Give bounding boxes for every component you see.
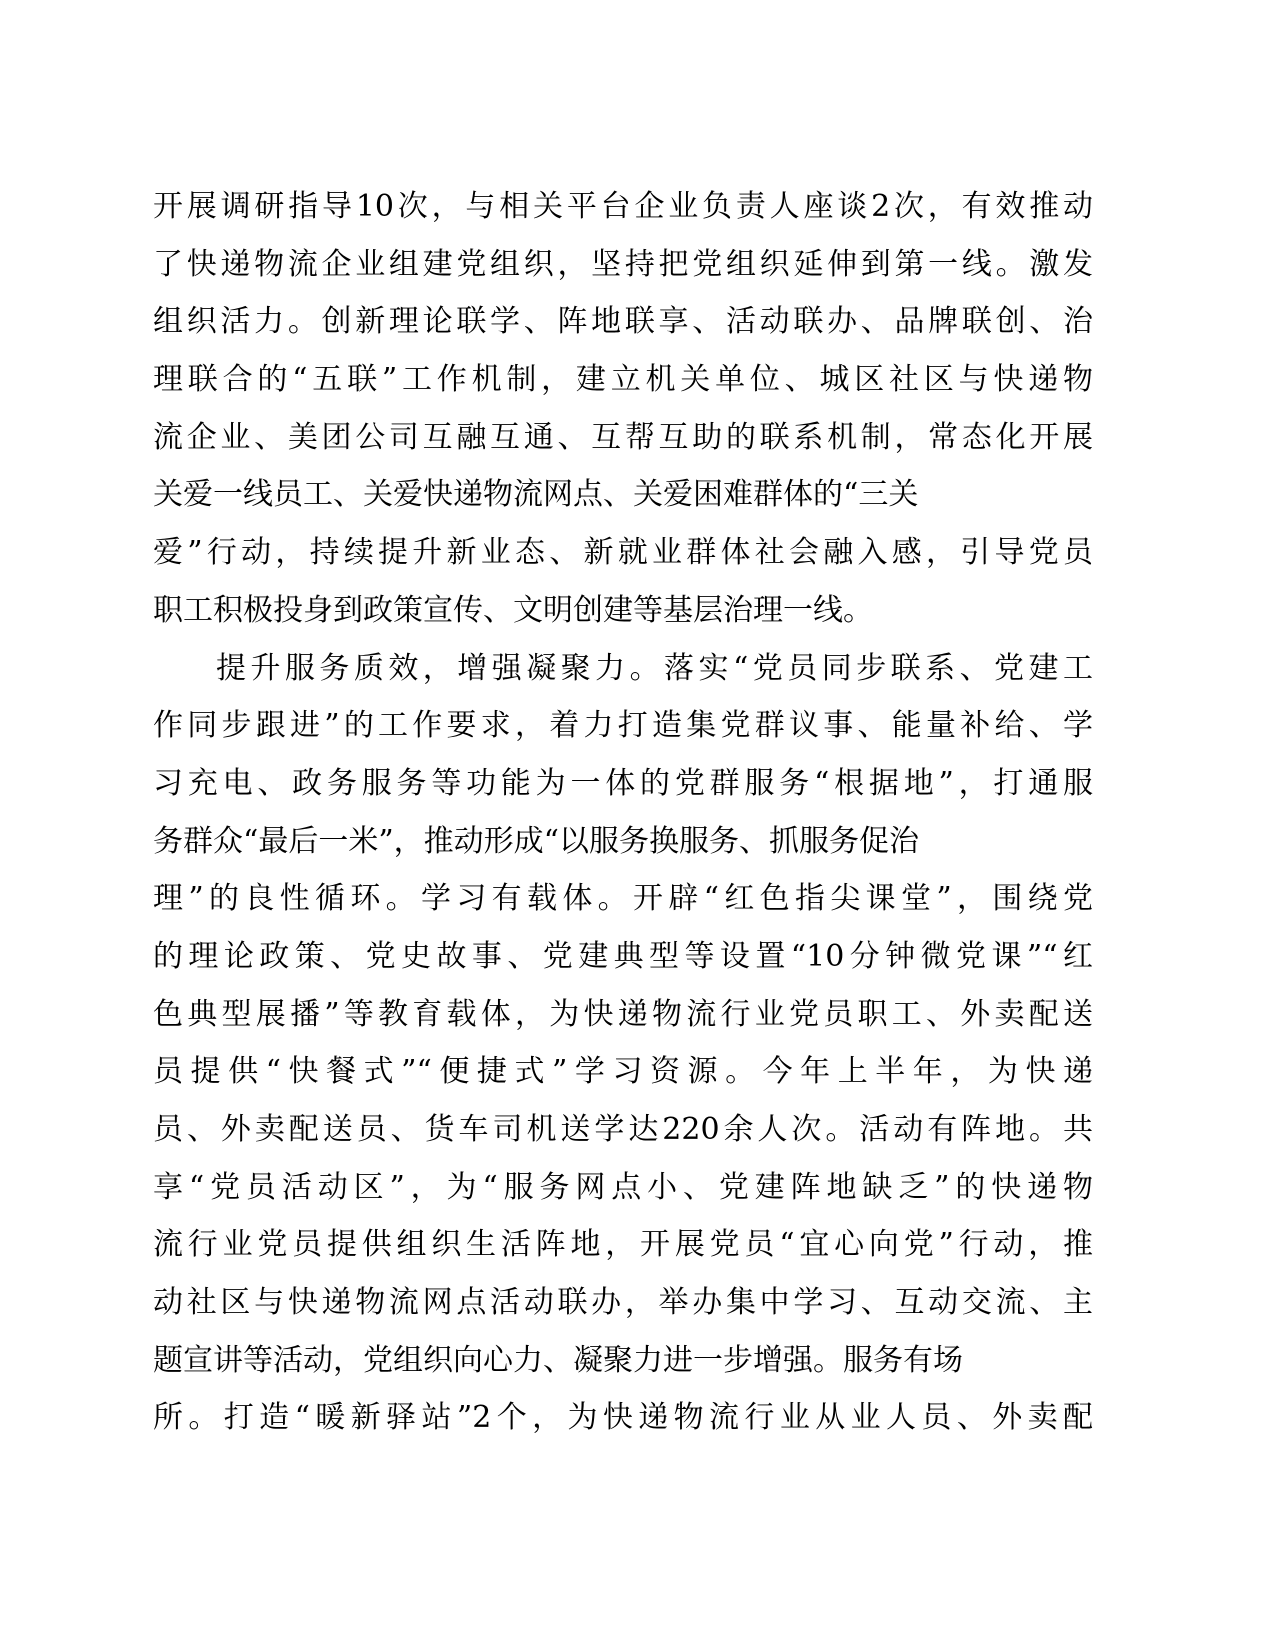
text-line: 开展调研指导10次，与相关平台企业负责人座谈2次，有效推动 xyxy=(153,189,1093,224)
text-line: 习充电、政务服务等功能为一体的党群服务“根据地”，打通服 xyxy=(153,765,1093,801)
text-line: 色典型展播”等教育载体，为快递物流行业党员职工、外卖配送 xyxy=(153,996,1093,1032)
text-line: 理联合的“五联”工作机制，建立机关单位、城区社区与快递物 xyxy=(153,362,1093,398)
text-line: 流企业、美团公司互融互通、互帮互助的联系机制，常态化开展 xyxy=(153,419,1093,455)
text-line: 的理论政策、党史故事、党建典型等设置“10分钟微党课”“红 xyxy=(153,938,1093,974)
text-line: 所。打造“暖新驿站”2个，为快递物流行业从业人员、外卖配 xyxy=(153,1400,1093,1436)
text-line: 组织活力。创新理论联学、阵地联享、活动联办、品牌联创、治 xyxy=(153,304,1093,340)
text-line: 关爱一线员工、关爱快递物流网点、关爱困难群体的“三关 xyxy=(153,477,919,513)
text-line: 题宣讲等活动，党组织向心力、凝聚力进一步增强。服务有场 xyxy=(153,1342,963,1378)
body-text xyxy=(153,178,1093,1447)
text-line: 享“党员活动区”，为“服务网点小、党建阵地缺乏”的快递物 xyxy=(153,1169,1093,1205)
text-line: 了快递物流企业组建党组织，坚持把党组织延伸到第一线。激发 xyxy=(153,246,1093,282)
text-line: 流行业党员提供组织生活阵地，开展党员“宜心向党”行动，推 xyxy=(153,1227,1093,1263)
text-line: 动社区与快递物流网点活动联办，举办集中学习、互动交流、主 xyxy=(153,1285,1093,1321)
paragraph-start-line: 提升服务质效，增强凝聚力。落实“党员同步联系、党建工 xyxy=(216,650,1093,686)
text-line: 员、外卖配送员、货车司机送学达220余人次。活动有阵地。共 xyxy=(153,1112,1093,1147)
text-line: 员提供“快餐式”“便捷式”学习资源。今年上半年，为快递 xyxy=(153,1054,1093,1090)
text-line: 爱”行动，持续提升新业态、新就业群体社会融入感，引导党员 xyxy=(153,535,1093,571)
paragraph-end-line: 职工积极投身到政策宣传、文明创建等基层治理一线。 xyxy=(153,592,873,628)
text-line: 务群众“最后一米”，推动形成“以服务换服务、抓服务促治 xyxy=(153,823,920,859)
text-line: 作同步跟进”的工作要求，着力打造集党群议事、能量补给、学 xyxy=(153,708,1093,744)
text-line: 理”的良性循环。学习有载体。开辟“红色指尖课堂”，围绕党 xyxy=(153,881,1093,917)
